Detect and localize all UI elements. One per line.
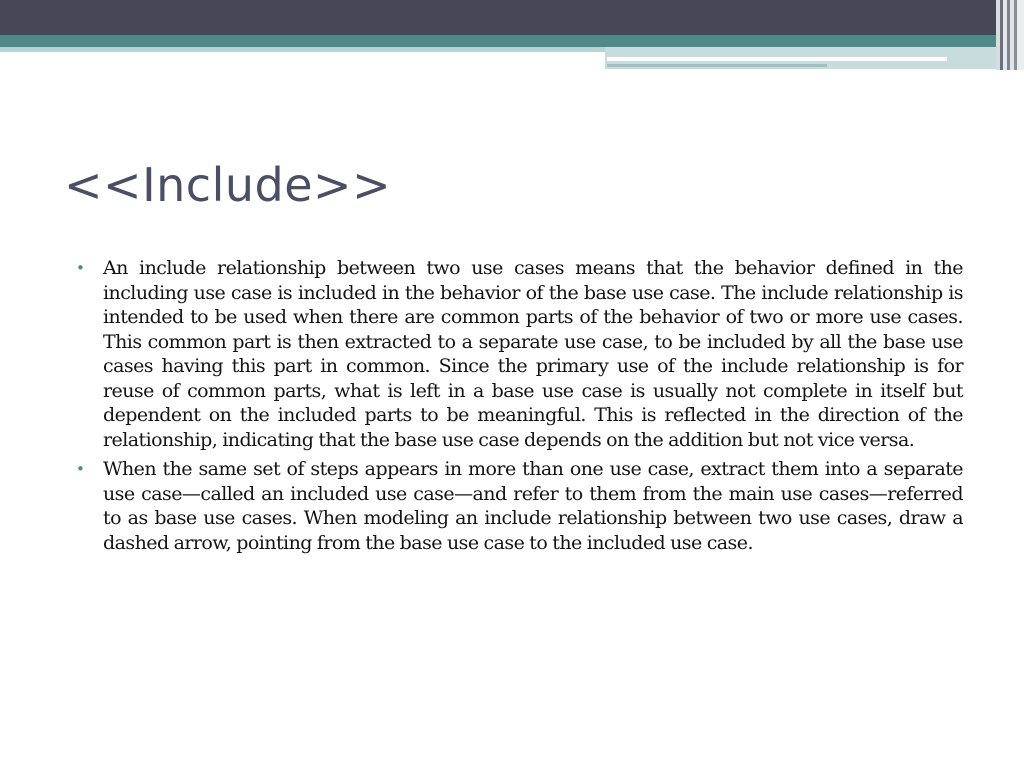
bullet-icon: • <box>76 259 85 277</box>
bullet-icon: • <box>76 460 85 478</box>
header-band-light <box>0 47 605 52</box>
bullet-item <box>76 457 963 555</box>
bullet-text: When the same set of steps appears in more than one use case, extract them into a separate use case—called an included use case—and refer to them from the main use cases—referred to as base use cases. When modeling an include relationship between two use cases, draw a dashed arrow, pointing from the base use case to the included use case. <box>103 458 963 554</box>
slide-title: <<Include>> <box>64 158 392 212</box>
header-band-right-line <box>607 64 827 67</box>
header-band-right-inner <box>607 57 947 61</box>
header-stripes <box>996 0 1024 70</box>
bullet-text: An include relationship between two use cases means that the behavior defined in the including use case is included in the behavior of the base use case. The include relationship is intended to be used when there are common parts of the behavior of two or more use cases. This common part is then extracted to a separate use case, to be included by all the base use cases having this part in common. Since the primary use of the include relationship is for reuse of common parts, what is left in a base use case is usually not complete in itself but dependent on the included parts to be meaningful. This is reflected in the direction of the relationship, indicating that the base use case depends on the addition but not vice versa. <box>103 257 963 451</box>
bullet-list <box>76 256 963 560</box>
header-band-dark <box>0 0 1024 35</box>
header-band-teal <box>0 35 1024 47</box>
bullet-item <box>76 256 963 452</box>
